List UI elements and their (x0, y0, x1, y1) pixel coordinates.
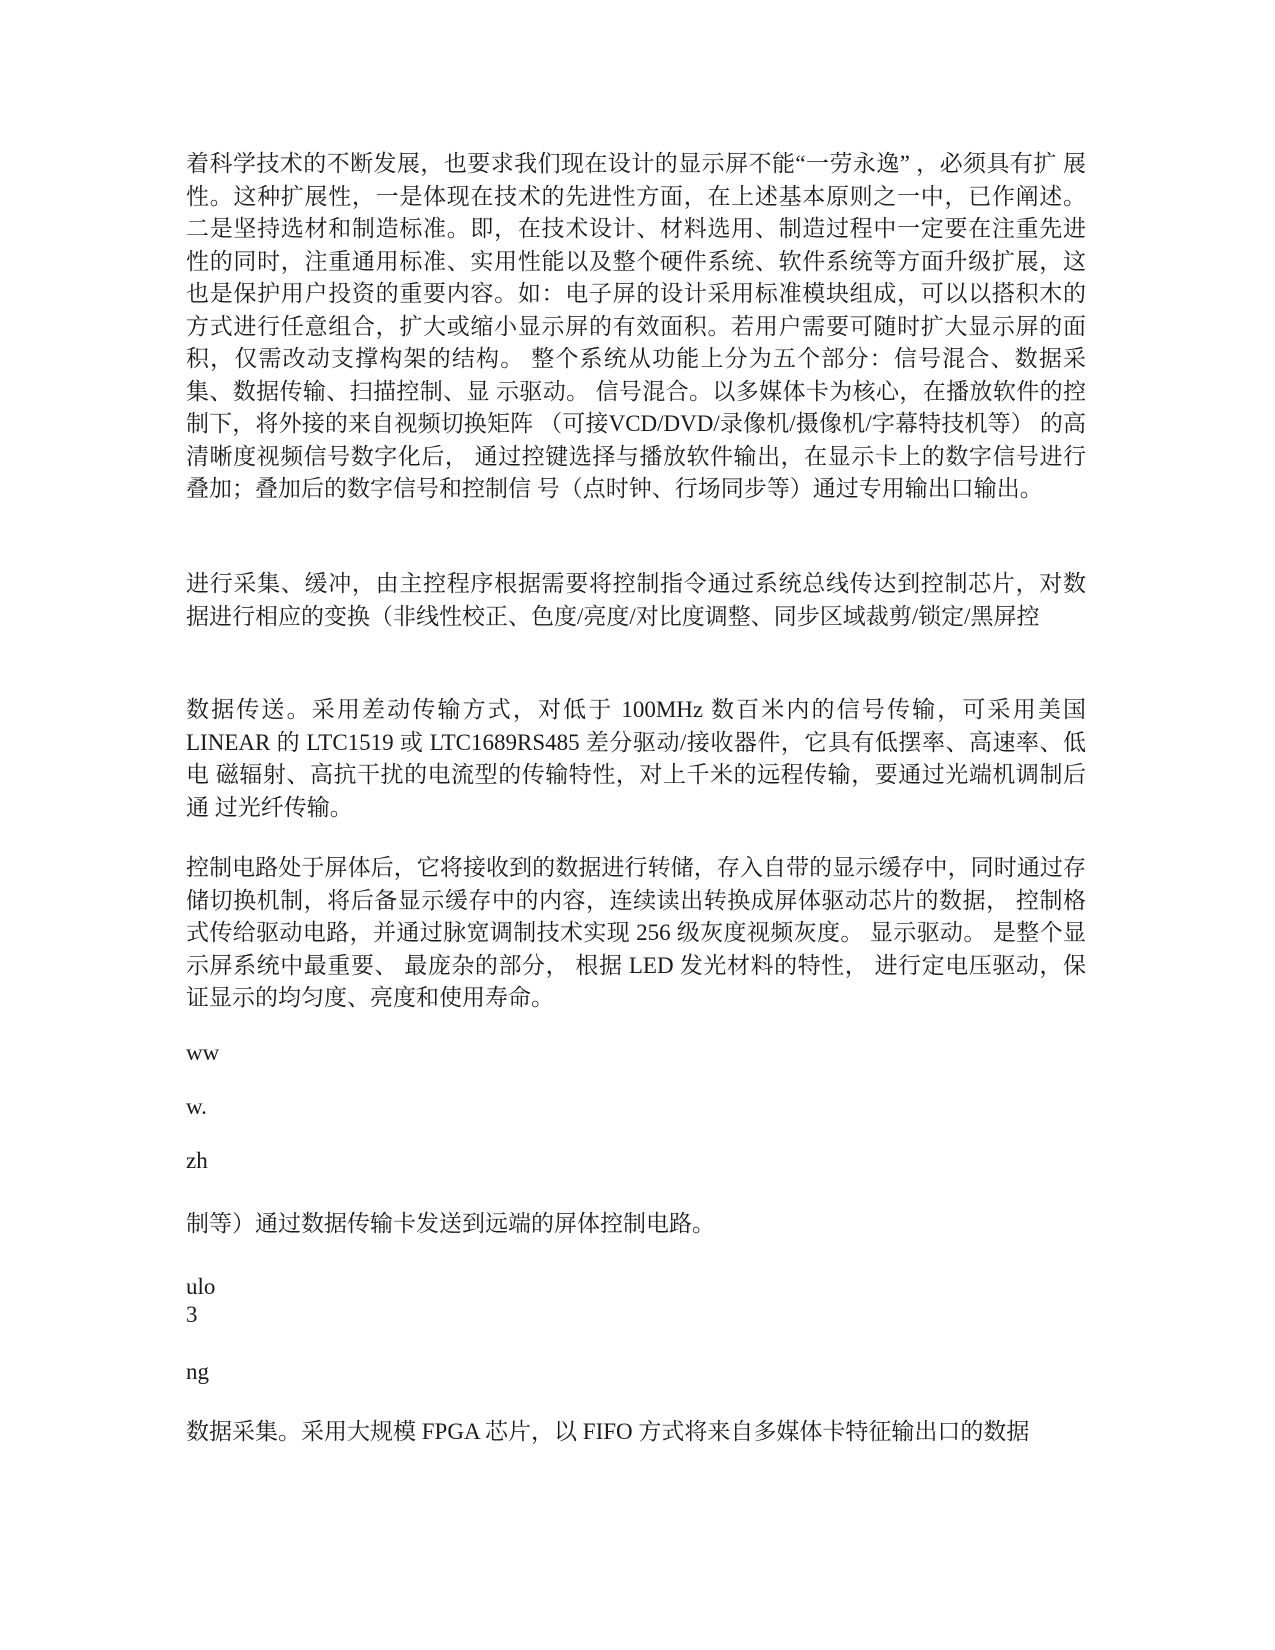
paragraph-control-sent: 制等）通过数据传输卡发送到远端的屏体控制电路。 (186, 1211, 715, 1236)
watermark-fragment-zh: zh (186, 1148, 208, 1173)
watermark-fragment-w: w. (186, 1094, 207, 1119)
paragraph-expansion: 着科学技术的不断发展，也要求我们现在设计的显示屏不能“一劳永逸” ，必须具有扩 展性。这种扩展性，一是体现在技术的先进性方面，在上述基本原则之一中，已作阐述。 二是坚持选材和制造标准。即，在技术设计、材料选用、制造过程中一定要在注重先进 性的同时，注重通用标准、实用性能以及整个硬件系统、软件系统等方面升级扩展，这 也是保护用户投资的重要内容。如：电子屏的设计采用标准模块组成，可以以搭积木的 方式进行任意组合，扩大或缩小显示屏的有效面积。若用户需要可随时扩大显示屏的面 积，仅需改动支撑构架的结构。 整个系统从功能上分为五个部分：信号混合、数据采集、数据传输、扫描控制、显 示驱动。 信号混合。以多媒体卡为核心，在播放软件的控制下，将外接的来自视频切换矩阵 （可接VCD/DVD/录像机/摄像机/字幕特技机等） 的高清晰度视频信号数字化后， 通过控键选择与播放软件输出，在显示卡上的数字信号进行叠加；叠加后的数字信号和控制信 号（点时钟、行场同步等）通过专用输出口输出。 (186, 151, 1086, 501)
paragraph-acquisition-buffer: 进行采集、缓冲，由主控程序根据需要将控制指令通过系统总线传达到控制芯片，对数 据进行相应的变换（非线性校正、色度/亮度/对比度调整、同步区域裁剪/锁定/黑屏控 (186, 571, 1086, 629)
watermark-fragment-3: 3 (186, 1302, 198, 1327)
watermark-fragment-ulo: ulo (186, 1274, 216, 1299)
paragraph-data-acquisition: 数据采集。采用大规模 FPGA 芯片，以 FIFO 方式将来自多媒体卡特征输出口的数据 (186, 1419, 1030, 1444)
paragraph-control-circuit: 控制电路处于屏体后，它将接收到的数据进行转储，存入自带的显示缓存中，同时通过存储切换机制，将后备显示缓存中的内容，连续读出转换成屏体驱动芯片的数据， 控制格式传给驱动电路，并通过脉宽调制技术实现 256 级灰度视频灰度。 显示驱动。 是整个显示屏系统中最重要、 最庞杂的部分， 根据 LED 发光材料的特性， 进行定电压驱动，保证显示的均匀度、亮度和使用寿命。 (186, 855, 1086, 1010)
watermark-fragment-ng: ng (186, 1359, 209, 1384)
paragraph-data-transmission: 数据传送。采用差动传输方式，对低于 100MHz 数百米内的信号传输，可采用美国 LINEAR 的 LTC1519 或 LTC1689RS485 差分驱动/接收器件，它具有低摆率、高速率、低电 磁辐射、高抗干扰的电流型的传输特性，对上千米的远程传输，要通过光端机调制后通 过光纤传输。 (186, 697, 1086, 820)
watermark-fragment-ww: ww (186, 1040, 220, 1065)
